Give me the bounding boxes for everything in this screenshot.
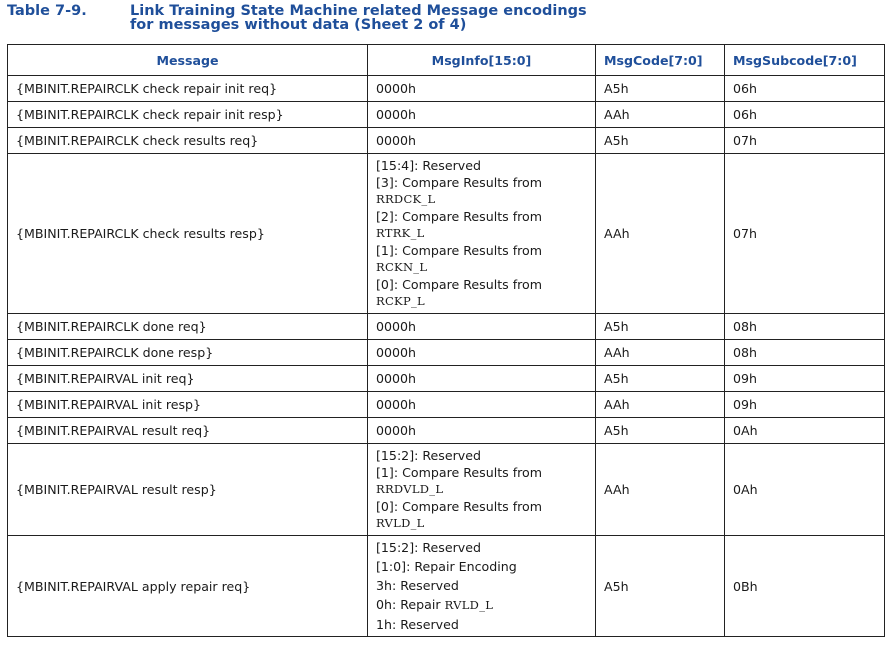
msgcode-cell: A5h — [596, 128, 725, 154]
msginfo-line: [15:2]: Reserved — [376, 448, 481, 463]
msginfo-cell: 0000h — [368, 128, 596, 154]
signal-name: RCKN_L — [376, 260, 428, 274]
message-cell: {MBINIT.REPAIRVAL init req} — [8, 366, 368, 392]
signal-name: RRDVLD_L — [376, 482, 444, 496]
msginfo-text: 0h: Repair — [376, 597, 445, 612]
msgcode-cell: A5h — [596, 536, 725, 637]
signal-name: RCKP_L — [376, 294, 425, 308]
msginfo-line: [1]: Compare Results from — [376, 465, 542, 480]
msginfo-line: [2]: Compare Results from — [376, 209, 542, 224]
msginfo-cell: 0000h — [368, 418, 596, 444]
msginfo-cell — [368, 536, 596, 637]
table-row — [8, 314, 885, 340]
msginfo-line — [376, 595, 587, 615]
message-cell: {MBINIT.REPAIRVAL init resp} — [8, 392, 368, 418]
msginfo-cell: 0000h — [368, 76, 596, 102]
message-cell: {MBINIT.REPAIRCLK done req} — [8, 314, 368, 340]
msgsubcode-cell: 07h — [725, 154, 885, 314]
msginfo-line: [1:0]: Repair Encoding — [376, 559, 517, 574]
signal-name: RVLD_L — [376, 516, 425, 530]
msginfo-line: [0]: Compare Results from — [376, 499, 542, 514]
msginfo-cell: 0000h — [368, 366, 596, 392]
header-row — [8, 45, 885, 76]
msgsubcode-cell: 0Ah — [725, 444, 885, 536]
msgsubcode-cell: 08h — [725, 340, 885, 366]
msgcode-cell: A5h — [596, 418, 725, 444]
table-row — [8, 128, 885, 154]
header-msgcode: MsgCode[7:0] — [596, 45, 725, 76]
message-cell: {MBINIT.REPAIRVAL result resp} — [8, 444, 368, 536]
table-row — [8, 418, 885, 444]
msgsubcode-cell: 09h — [725, 392, 885, 418]
msgsubcode-cell: 07h — [725, 128, 885, 154]
message-cell: {MBINIT.REPAIRVAL result req} — [8, 418, 368, 444]
msginfo-cell — [368, 154, 596, 314]
table-row — [8, 76, 885, 102]
msginfo-line: [1]: Compare Results from — [376, 243, 542, 258]
table-row — [8, 366, 885, 392]
msginfo-line: 1h: Reserved — [376, 617, 459, 632]
msginfo-cell — [368, 444, 596, 536]
msgcode-cell: A5h — [596, 76, 725, 102]
msgsubcode-cell: 0Ah — [725, 418, 885, 444]
msginfo-cell: 0000h — [368, 340, 596, 366]
table-number: Table 7-9. — [7, 3, 87, 19]
table-row — [8, 102, 885, 128]
header-msgsubcode: MsgSubcode[7:0] — [725, 45, 885, 76]
msginfo-cell: 0000h — [368, 314, 596, 340]
signal-name: RTRK_L — [376, 226, 425, 240]
msginfo-cell: 0000h — [368, 102, 596, 128]
msgcode-cell: AAh — [596, 392, 725, 418]
signal-name: RRDCK_L — [376, 192, 436, 206]
message-encodings-table — [7, 44, 885, 637]
msgsubcode-cell: 06h — [725, 76, 885, 102]
msgcode-cell: AAh — [596, 340, 725, 366]
msginfo-line: [15:4]: Reserved — [376, 158, 481, 173]
message-cell: {MBINIT.REPAIRCLK check repair init req} — [8, 76, 368, 102]
message-cell: {MBINIT.REPAIRVAL apply repair req} — [8, 536, 368, 637]
message-cell: {MBINIT.REPAIRCLK check results req} — [8, 128, 368, 154]
msginfo-cell: 0000h — [368, 392, 596, 418]
table-row — [8, 154, 885, 314]
header-msginfo: MsgInfo[15:0] — [368, 45, 596, 76]
msginfo-line: [0]: Compare Results from — [376, 277, 542, 292]
table-title-line1: Link Training State Machine related Message encodings — [130, 3, 587, 19]
table-row — [8, 392, 885, 418]
msginfo-line: 3h: Reserved — [376, 578, 459, 593]
msgsubcode-cell: 0Bh — [725, 536, 885, 637]
header-message: Message — [8, 45, 368, 76]
msgcode-cell: AAh — [596, 444, 725, 536]
message-cell: {MBINIT.REPAIRCLK check results resp} — [8, 154, 368, 314]
msgcode-cell: A5h — [596, 314, 725, 340]
msgsubcode-cell: 06h — [725, 102, 885, 128]
table-title-line2: for messages without data (Sheet 2 of 4) — [130, 17, 467, 33]
msgcode-cell: AAh — [596, 154, 725, 314]
msgcode-cell: A5h — [596, 366, 725, 392]
table-row — [8, 536, 885, 637]
signal-name: RVLD_L — [444, 598, 494, 612]
table-row — [8, 444, 885, 536]
msginfo-line: [15:2]: Reserved — [376, 540, 481, 555]
message-cell: {MBINIT.REPAIRCLK check repair init resp} — [8, 102, 368, 128]
message-cell: {MBINIT.REPAIRCLK done resp} — [8, 340, 368, 366]
msgsubcode-cell: 08h — [725, 314, 885, 340]
msginfo-line: [3]: Compare Results from — [376, 175, 542, 190]
table-row — [8, 340, 885, 366]
msgsubcode-cell: 09h — [725, 366, 885, 392]
msgcode-cell: AAh — [596, 102, 725, 128]
